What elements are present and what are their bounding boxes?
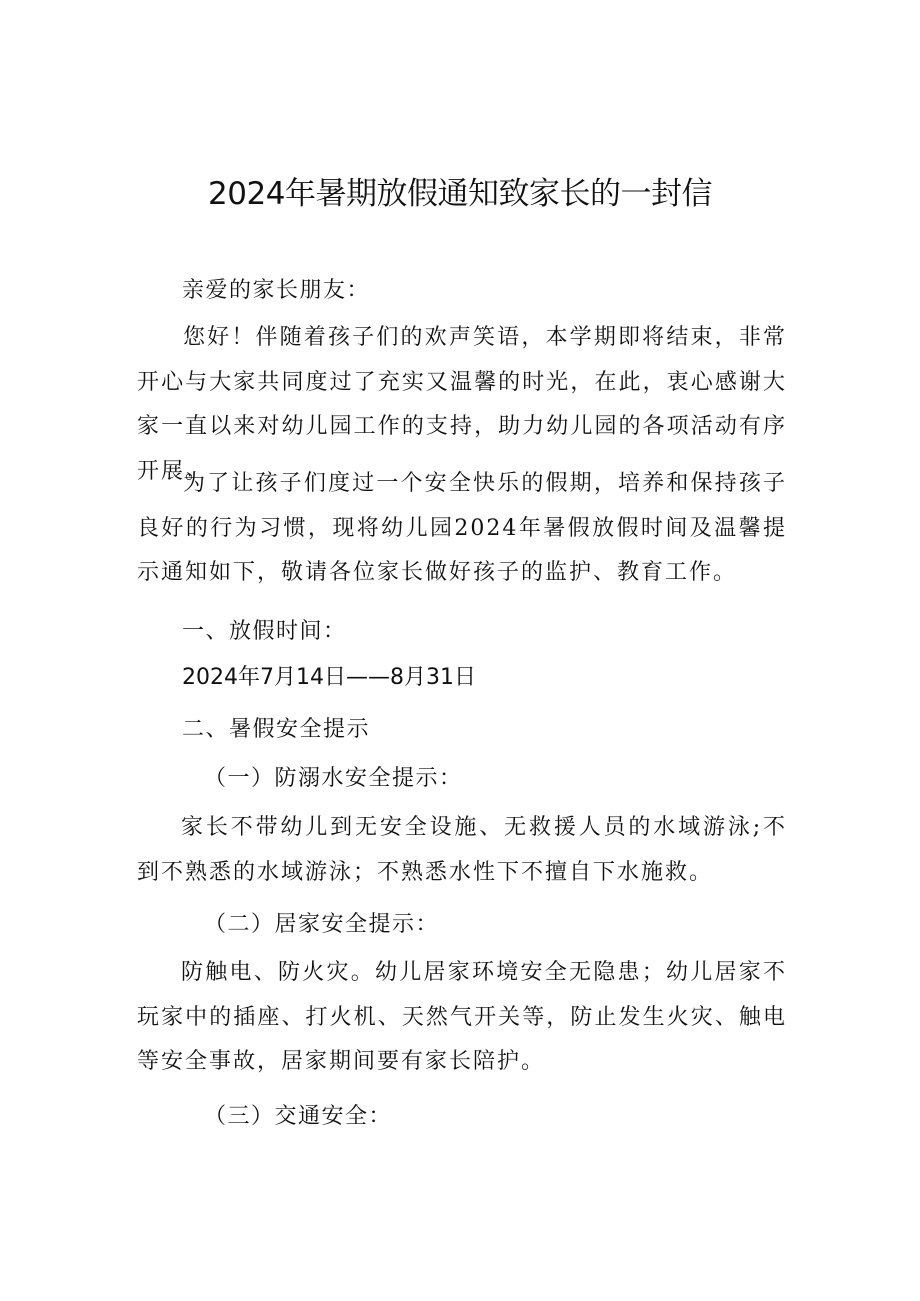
subheading-drowning-safety: （一）防溺水安全提示：: [204, 766, 463, 791]
paragraph-purpose: 为了让孩子们度过一个安全快乐的假期，培养和保持孩子良好的行为习惯，现将幼儿园2024年暑假放假时间及温馨提示通知如下，敬请各位家长做好孩子的监护、教育工作。: [137, 471, 787, 585]
paragraph-home-safety: 防触电、防火灾。幼儿居家环境安全无隐患；幼儿居家不玩家中的插座、打火机、天然气开关等，防止发生火灾、触电等安全事故，居家期间要有家长陪护。: [137, 960, 787, 1074]
section-heading-safety: 二、暑假安全提示: [182, 717, 371, 742]
subheading-traffic-safety: （三）交通安全：: [204, 1104, 393, 1129]
paragraph-drowning-safety: 家长不带幼儿到无安全设施、无救援人员的水域游泳;不到不熟悉的水域游泳；不熟悉水性下不擅自下水施救。: [137, 815, 787, 885]
greeting: 亲爱的家长朋友：: [182, 278, 371, 303]
document-title: 2024年暑期放假通知致家长的一封信: [208, 176, 712, 212]
section-heading-holiday-time: 一、放假时间：: [182, 619, 347, 644]
holiday-dates: 2024年7月14日——8月31日: [182, 665, 476, 690]
subheading-home-safety: （二）居家安全提示：: [204, 912, 440, 937]
paragraph-intro: 您好！伴随着孩子们的欢声笑语，本学期即将结束，非常开心与大家共同度过了充实又温馨的时光，在此，衷心感谢大家一直以来对幼儿园工作的支持，助力幼儿园的各项活动有序开展。: [137, 325, 787, 484]
